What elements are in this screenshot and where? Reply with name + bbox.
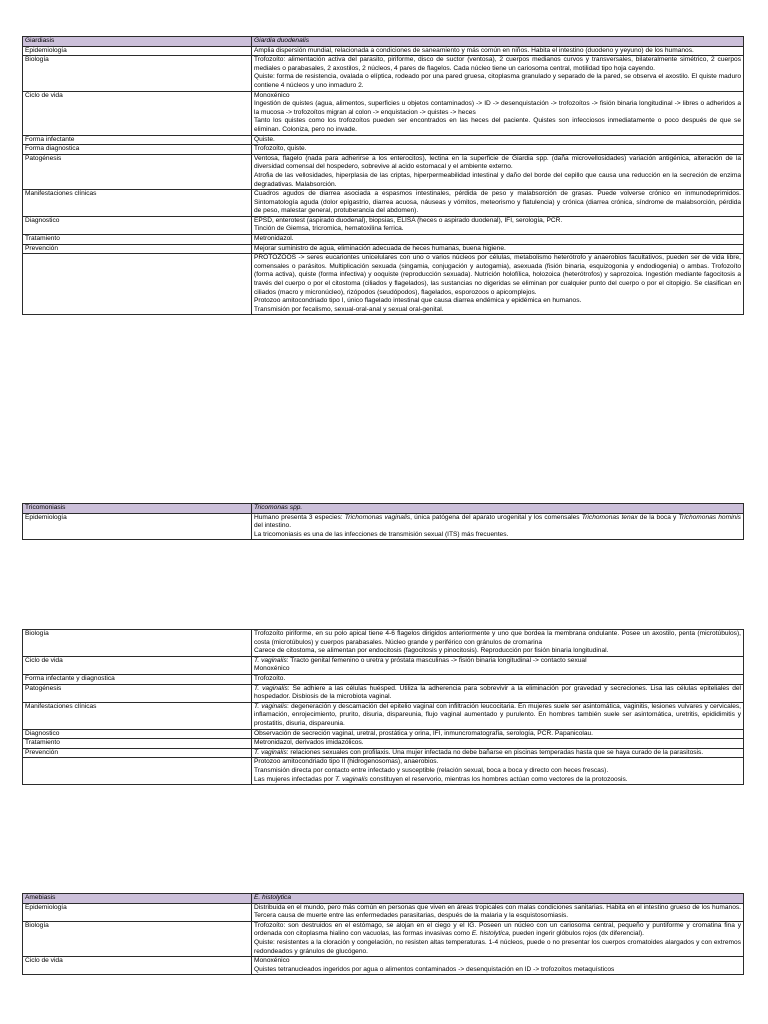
value-line: Trofozoíto, quiste. bbox=[254, 145, 307, 153]
header-key-cell: Tricomoniasis bbox=[23, 504, 252, 514]
table-row bbox=[23, 739, 744, 749]
row-key: Tratamiento bbox=[23, 235, 252, 245]
table-row bbox=[23, 145, 744, 155]
row-value: Observación de secreción vaginal, uretral, prostática y orina, IFI, inmuncromatografía, serología, PCR. Papanicolau. bbox=[252, 729, 744, 739]
table-row bbox=[23, 684, 744, 702]
header-value-cell: E. histolytica bbox=[252, 894, 744, 904]
row-key: Epidemiología bbox=[23, 903, 252, 921]
row-key: Forma infectante y diagnostica bbox=[23, 674, 252, 684]
text-span: : degeneración y descamación del epitelio vaginal con infiltración leucocitaria. En mujeres suele ser asintomática, vaginitis, lesiones vulvares y cervicales, inflamación, enrojecimiento, prurito, disuria, dispareunia, flujo vaginal aumentado y purulento. En hombres también suele ser asintomática, uretritis, epididimitis y prostatitis, disuria, dispareunia. bbox=[254, 702, 742, 727]
value-line: Ventosa, flagelo (nada para adherirse a los enterocitos), lectina en la superficie de Giardia spp. (daña microvellosidades) variación antigénica, alteración de la diversidad comensal del hospedero, sobrevive al acido estomacal y el ambiente externo. bbox=[254, 154, 741, 171]
row-value bbox=[252, 630, 744, 657]
table-header-row bbox=[23, 894, 744, 904]
value-line: Trofozoíto piriforme, en su polo apical tiene 4-6 flagelos dirigidos anteriormente y uno que bordea la membrana ondulante. Posee un axostilo, penta (microtúbulos), costa (microtúbulos) y cuerpos parabasales. Núcleo grande y periférico con gránulos de cromarina bbox=[254, 630, 741, 646]
row-value bbox=[252, 190, 744, 217]
table-row bbox=[23, 674, 744, 684]
table-row bbox=[23, 957, 744, 975]
species-name: Trichomonas tenax bbox=[581, 513, 638, 521]
row-value bbox=[252, 656, 744, 674]
table-row bbox=[23, 513, 744, 540]
row-value bbox=[252, 56, 744, 91]
value-line: Metronidazol. bbox=[254, 235, 294, 243]
text-span: , única patógena del aparato urogenital y los comensales bbox=[410, 513, 582, 521]
value-line: Transmisión por fecalismo, sexual-oral-anal y sexual oral-genital. bbox=[254, 305, 444, 313]
tricomoniasis-table bbox=[22, 503, 744, 540]
value-line: Mejorar suministro de agua, eliminación adecuada de heces humanas, buena higiene. bbox=[254, 244, 506, 252]
row-key: Forma diagnostica bbox=[23, 145, 252, 155]
value-line: Tinción de Giemsa, tricromica, hematoxilina ferrica. bbox=[254, 225, 404, 233]
table-row bbox=[23, 254, 744, 315]
table-row bbox=[23, 903, 744, 921]
table-header-row bbox=[23, 37, 744, 47]
value-line: Ingestión de quistes (agua, alimentos, superficies u objetos contaminados) -> ID -> desenquistación -> trofozoítos -> fisión binaria longitudinal -> libres o adheridos a la mucosa -> trofozoítos migran al colon -> enquistacion -> quistes -> heces bbox=[254, 100, 741, 116]
row-key: Diagnostico bbox=[23, 729, 252, 739]
row-key: Prevención bbox=[23, 748, 252, 758]
row-key: Prevención bbox=[23, 244, 252, 254]
value-line: Protozoo amitocondriado tipo I, único flagelado intestinal que causa diarrea endémica y epidémica en humanos. bbox=[254, 297, 582, 305]
value-line: Carece de citostoma, se alimentan por endocitosis (fagocitosis y pinocitosis). Reproducción por fisión binaria longitudinal. bbox=[254, 647, 609, 655]
row-value bbox=[252, 135, 744, 145]
amebiasis-table bbox=[22, 893, 744, 975]
value-line: Cuadros agudos de diarrea asociada a espasmos intestinales, pérdida de peso y malabsorción de grasas. Puede volverse crónico en inmunodeprimidos. Sintomatología aguda (dolor epigastrio, diarrea acuosa, náuseas y vómitos, meteorismo y flatulencia) y crónica (diarrea crónica, síndrome de malabsorción, pérdida de peso, malestar general, protuberancia del abdomen). bbox=[254, 190, 741, 215]
row-key: Manifestaciones clínicas bbox=[23, 702, 252, 729]
row-value bbox=[252, 921, 744, 956]
row-key: Ciclo de vida bbox=[23, 656, 252, 674]
text-span: : Tracto genital femenino o uretra y próstata masculinas -> fisión binaria longitudinal -> contacto sexual bbox=[286, 656, 587, 664]
value-line: Amplia dispersión mundial, relacionada a condiciones de saneamiento y más común en niños. Habita el intestino (duodeno y yeyuno) de los humanos. bbox=[254, 46, 694, 54]
value-line: Protozoo amitocondriado tipo II (hidrogenosomas), anaerobios. bbox=[254, 758, 439, 766]
value-line: La tricomoniasis es una de las infecciones de transmisión sexual (ITS) más frecuentes. bbox=[254, 530, 509, 538]
header-value-cell: Tricomonas spp. bbox=[252, 504, 744, 514]
table-row bbox=[23, 244, 744, 254]
value-line bbox=[254, 776, 741, 785]
row-key: Diagnostico bbox=[23, 216, 252, 234]
value-line: Monoxénico bbox=[254, 665, 290, 673]
species-name: T. vaginalis bbox=[335, 775, 368, 783]
value-line: Trofozoíto: alimentación activa del parasito, piriforme, disco de suctor (ventosa), 2 cuerpos medianos curvos y transversales, bilateralmente simétrico, 2 cuerpos mediales o parabasales, 2 axostilos, 2 núcleos, 4 pares de flagelos. Cada núcleo tiene un cariosoma central, motilidad tipo hoja cayendo. bbox=[254, 56, 741, 72]
row-value bbox=[252, 91, 744, 135]
species-name: T. vaginalis bbox=[254, 702, 288, 710]
table-row bbox=[23, 630, 744, 657]
row-value bbox=[252, 957, 744, 975]
table-row bbox=[23, 56, 744, 91]
value-line bbox=[254, 922, 741, 939]
row-key: Tratamiento bbox=[23, 739, 252, 749]
table-row bbox=[23, 729, 744, 739]
row-value bbox=[252, 235, 744, 245]
species-name: T. vaginalis bbox=[254, 748, 287, 756]
row-key bbox=[23, 254, 252, 315]
row-key: Patogénesis bbox=[23, 684, 252, 702]
species-name: T. vaginalis bbox=[254, 656, 287, 664]
text-span: Humano presenta 3 especies: bbox=[254, 513, 345, 521]
text-span: de la boca y bbox=[637, 513, 679, 521]
row-key: Manifestaciones clínicas bbox=[23, 190, 252, 217]
row-value bbox=[252, 684, 744, 702]
row-value bbox=[252, 46, 744, 56]
value-line: PROTOZOOS -> seres eucariontes unicelulares con uno o varios núcleos por células, metabolismo heterótrofo y anaerobios facultativos, pueden ser de vida libre, comensales o parásitos. Multiplicación sexuada (singamia, conjugación y autogamia), asexuada (fisión binaria, esquizogonia y endodiogenia) o ambas. Trofozoíto (forma activa), quiste (forma infectiva) y ooquiste (reproducción sexuada). Nutrición holofílica, holozoica (heterótrofos) y saprozoica. Ingestión mediante fagocitosis a través del cuerpo o por el citostoma (ciliados y flagelados), las sustancias no digeridas se eliminan por cualquier punto del cuerpo o por el citopigio. Se clasifican en ciliados (macro y micronúcleo), rizópodos (seudópodos), flagelados, esporozoos o apicomplejos. bbox=[254, 254, 741, 296]
row-key: Ciclo de vida bbox=[23, 957, 252, 975]
row-key: Patogénesis bbox=[23, 154, 252, 189]
value-line: Quiste. bbox=[254, 135, 275, 143]
table-row bbox=[23, 758, 744, 785]
table-row bbox=[23, 46, 744, 56]
tricomoniasis-continued-table bbox=[22, 629, 744, 785]
value-line: Quistes tetranucleados ingeridos por agua o alimentos contaminados -> desenquistación en ID -> trofozoítos metaquísticos bbox=[254, 965, 615, 973]
row-value: Metronidazol, derivados imidazólicos. bbox=[252, 739, 744, 749]
row-value bbox=[252, 702, 744, 729]
value-line: Tanto los quistes como los trofozoítos pueden ser encontrados en las heces del paciente. Quistes son infecciosos inmediatamente o poco después de que se eliminan. Coloniza, pero no invade. bbox=[254, 117, 741, 133]
table-row bbox=[23, 190, 744, 217]
species-name: Trichomonas vaginalis bbox=[344, 513, 411, 521]
header-key-cell: Amebiasis bbox=[23, 894, 252, 904]
table-row bbox=[23, 216, 744, 234]
row-key: Biología bbox=[23, 630, 252, 657]
row-value bbox=[252, 244, 744, 254]
value-line: EPSD, enterotest (aspirado duodenal), biopsias, ELISA (heces o aspirado duodenal), IFI, serología, PCR. bbox=[254, 216, 563, 224]
row-value bbox=[252, 145, 744, 155]
table-row bbox=[23, 91, 744, 135]
species-name: Trichomonas hominis bbox=[678, 513, 741, 521]
value-line: Monoxénico bbox=[254, 957, 290, 965]
row-value bbox=[252, 513, 744, 540]
table-row bbox=[23, 702, 744, 729]
value-line bbox=[254, 514, 741, 531]
table-row bbox=[23, 921, 744, 956]
table-row bbox=[23, 748, 744, 758]
row-key: Ciclo de vida bbox=[23, 91, 252, 135]
giardiasis-table bbox=[22, 36, 744, 315]
row-key: Biología bbox=[23, 56, 252, 91]
row-key: Epidemiología bbox=[23, 513, 252, 540]
table-row bbox=[23, 135, 744, 145]
table-row bbox=[23, 235, 744, 245]
species-name: T. vaginalis bbox=[254, 684, 288, 692]
text-span: : Se adhiere a las células huésped. Utiliza la adherencia para sobrevivir a la eliminación por gravedad y secreciones. Lisa las células epiteliales del hospedador. Disbiosis de la microbiota vaginal. bbox=[254, 684, 741, 701]
row-key bbox=[23, 758, 252, 785]
text-span: constituyen el reservorio, mientras los hombres actúan como vectores de la protozoosis. bbox=[367, 775, 628, 783]
row-value bbox=[252, 154, 744, 189]
text-span: del intestino. bbox=[254, 522, 292, 530]
species-name: E. histolytica bbox=[471, 930, 509, 938]
value-line: Transmisión directa por contacto entre infectado y susceptible (relación sexual, boca a boca y directo con heces frescas). bbox=[254, 766, 609, 774]
value-line: Atrofia de las vellosidades, hiperplasia de las criptas, hiperpermeabilidad intestinal y daño del borde del cepillo que causa una reducción en la secreción de enzima degradativas. Malabsorción. bbox=[254, 171, 741, 188]
giardiasis-body bbox=[23, 46, 744, 315]
row-value bbox=[252, 254, 744, 315]
header-value-cell: Giardia duodenalis bbox=[252, 37, 744, 47]
table-header-row bbox=[23, 504, 744, 514]
value-line: Quiste: resistentes a la cloración y congelación, no resisten altas temperaturas. 1-4 núcleos, puede o no presentar los cuerpos cromatoides alargados y con extremos redondeados y gránulos de glucógeno. bbox=[254, 938, 741, 955]
header-key-cell: Giardiasis bbox=[23, 37, 252, 47]
table-row bbox=[23, 656, 744, 674]
row-value bbox=[252, 758, 744, 785]
row-value bbox=[252, 216, 744, 234]
value-line bbox=[254, 657, 741, 666]
text-span: Trofozoíto: son destruidos en el estómago, se alojan en el ciego y el IG. Poseen un núcleo con un cariosoma central, pequeño y puntiforme y cromatina fina y ordenada con citoplasma hialino con vacuolas, las formas invasivas como bbox=[254, 921, 741, 938]
row-value: Trofozoíto. bbox=[252, 674, 744, 684]
text-span: , pueden ingerir glóbulos rojos (dx diferencial). bbox=[508, 930, 644, 938]
row-key: Epidemiología bbox=[23, 46, 252, 56]
value-line: Monoxénico bbox=[254, 91, 290, 99]
text-span: : relaciones sexuales con profilaxis. Una mujer infectada no debe bañarse en piscinas temperadas hasta que se haya curado de la parasitosis. bbox=[286, 748, 704, 756]
value-line: Quiste: forma de resistencia, ovalada o elíptica, rodeado por una pared gruesa, citoplasma granulado y separado de la pared, se observa el axostilo. El quiste maduro contiene 4 núcleos y uno inmaduro 2. bbox=[254, 73, 741, 89]
row-key: Biología bbox=[23, 921, 252, 956]
row-key: Forma infectante bbox=[23, 135, 252, 145]
table-row bbox=[23, 154, 744, 189]
row-value: Distribuida en el mundo, pero más común en personas que viven en áreas tropicales con malas condiciones sanitarias. Habita en el intestino grueso de los humanos. Tercera causa de muerte entre las enfermedades parasitarias, después de la malaria y la esquistosomiasis. bbox=[252, 903, 744, 921]
text-span: Las mujeres infectadas por bbox=[254, 775, 335, 783]
row-value bbox=[252, 748, 744, 758]
